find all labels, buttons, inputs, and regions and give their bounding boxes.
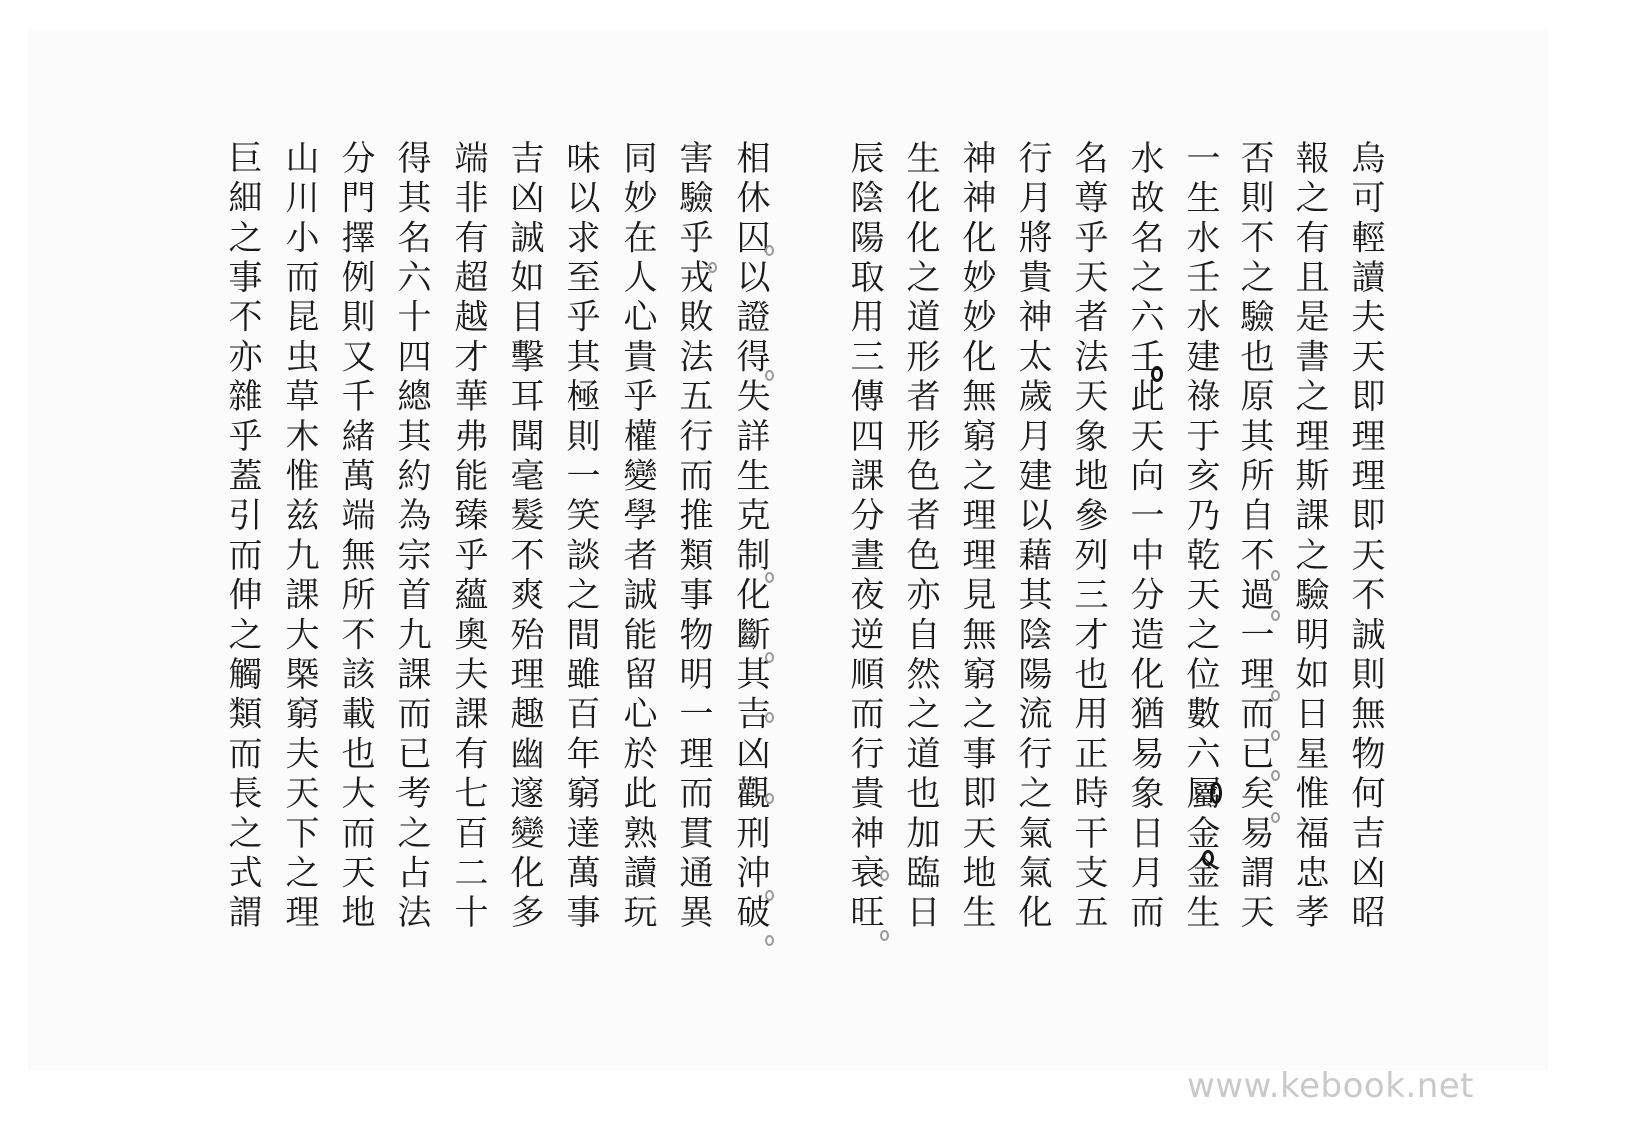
text-column: 行月將貴神太歲月建以藉其陰陽流行之氣氣化	[1012, 140, 1052, 934]
text-column: 害驗乎戎敗法五行而推類事物明一理而貫通異	[673, 140, 713, 934]
punctuation-circle-mark	[765, 890, 774, 901]
text-column: 分門擇例則又千緒萬端無所不該載也大而天地	[335, 140, 375, 934]
punctuation-circle-mark	[1210, 782, 1222, 804]
text-column: 烏可輕讀夫天即理理即天不誠則無物何吉凶昭	[1345, 140, 1385, 934]
punctuation-circle-mark	[880, 930, 889, 941]
text-column: 吉凶誠如目擊耳聞毫髮不爽殆理趣幽邃變化多	[504, 140, 544, 934]
punctuation-circle-mark	[765, 712, 774, 723]
text-column: 山川小而昆虫草木惟兹九課大槩窮夫天下之理	[279, 140, 319, 934]
punctuation-circle-mark	[1271, 812, 1280, 823]
punctuation-circle-mark	[1271, 610, 1280, 621]
text-column: 巨細之事不亦雜乎蓋引而伸之觸類而長之式謂	[222, 140, 262, 934]
punctuation-circle-mark	[765, 793, 774, 804]
text-column: 一生水壬水建祿于亥乃乾天之位數六屬金金生	[1180, 140, 1220, 934]
punctuation-circle-mark	[708, 262, 717, 273]
text-column: 同妙在人心貴乎權變學者誠能留心於此熟讀玩	[617, 140, 657, 934]
text-column: 水故名之六壬此天向一中分造化猶易象日月而	[1124, 140, 1164, 934]
punctuation-circle-mark	[1271, 770, 1280, 781]
site-watermark: www.kebook.net	[1187, 1066, 1474, 1106]
text-column: 端非有超越才華弗能臻乎蘊奧夫課有七百二十	[448, 140, 488, 934]
punctuation-circle-mark	[1271, 570, 1280, 581]
punctuation-circle-mark	[765, 935, 774, 946]
text-column: 神神化妙妙化無窮之理理見無窮之事即天地生	[956, 140, 996, 934]
punctuation-circle-mark	[880, 870, 889, 881]
punctuation-circle-mark	[1151, 366, 1163, 382]
text-column: 相休囚以證得失詳生克制化斷其吉凶觀刑沖破	[730, 140, 770, 934]
punctuation-circle-mark	[765, 572, 774, 583]
text-column: 報之有且是書之理斯課之驗明如日星惟福忠孝	[1289, 140, 1329, 934]
text-column: 辰陰陽取用三傳四課分晝夜逆順而行貴神衰旺	[844, 140, 884, 934]
punctuation-circle-mark	[1271, 730, 1280, 741]
punctuation-circle-mark	[1271, 690, 1280, 701]
punctuation-circle-mark	[765, 652, 774, 663]
punctuation-circle-mark	[765, 370, 774, 381]
punctuation-circle-mark	[765, 245, 774, 256]
vertical-text-block	[0, 140, 1629, 1000]
text-column: 生化化之道形者形色者色亦自然之道也加臨日	[900, 140, 940, 934]
text-column: 得其名六十四總其約為宗首九課而已考之占法	[391, 140, 431, 934]
text-column: 否則不之驗也原其所自不過一理而已矣易謂天	[1234, 140, 1274, 934]
text-column: 名尊乎天者法天象地參列三才也用正時干支五	[1068, 140, 1108, 934]
punctuation-circle-mark	[1202, 850, 1214, 866]
text-column: 味以求至乎其極則一笑談之間雖百年窮達萬事	[560, 140, 600, 934]
